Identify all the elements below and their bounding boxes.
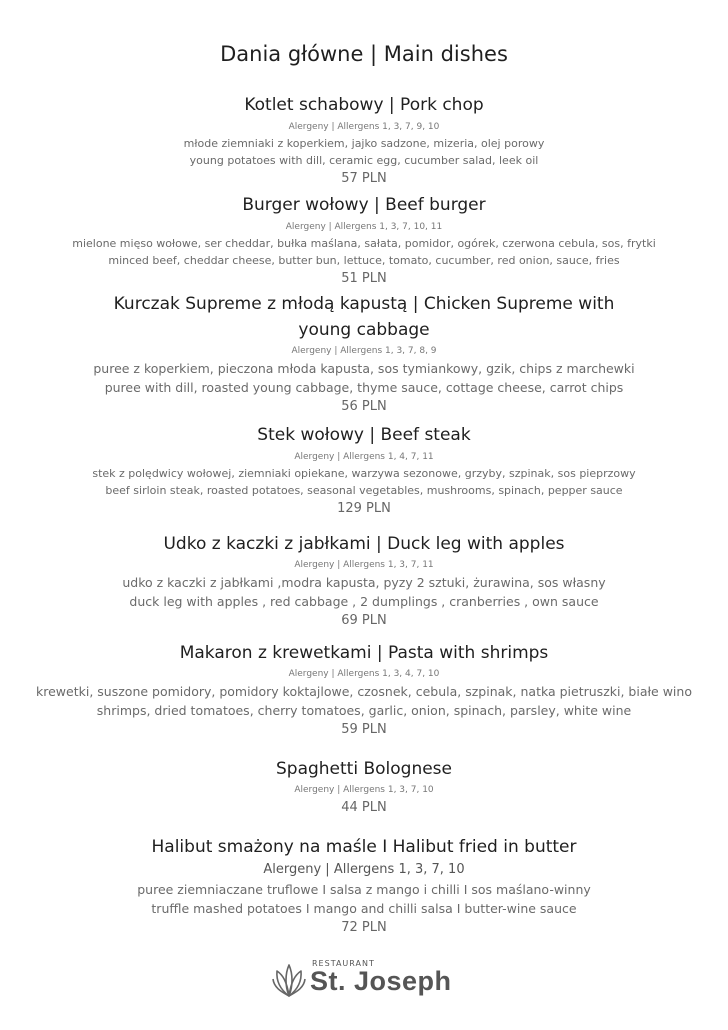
dish-allergens: Alergeny | Allergens 1, 3, 7, 11 (294, 560, 434, 570)
dish-price: 51 PLN (341, 271, 387, 286)
dish-name: Stek wołowy | Beef steak (257, 425, 471, 445)
dish-allergens: Alergeny | Allergens 1, 3, 7, 10, 11 (285, 222, 443, 232)
dish-description-en: truffle mashed potatoes I mango and chilli salsa I butter-wine sauce (151, 901, 577, 916)
dish-item (40, 92, 688, 188)
dish-description-en: puree with dill, roasted young cabbage, thyme sauce, cottage cheese, carrot chips (104, 380, 624, 395)
dish-item (40, 291, 688, 416)
dish-description-en: shrimps, dried tomatoes, cherry tomatoes, garlic, onion, spinach, parsley, white wine (96, 703, 632, 718)
dish-allergens: Alergeny | Allergens 1, 3, 4, 7, 10 (288, 669, 440, 679)
dish-description-en: minced beef, cheddar cheese, butter bun, lettuce, tomato, cucumber, red onion, sauce, fries (108, 254, 620, 267)
dish-name-line-2: young cabbage (298, 320, 430, 340)
dish-item (40, 531, 688, 630)
logo-small-text: RESTAURANT (312, 959, 375, 968)
dish-allergens: Alergeny | Allergens 1, 3, 7, 10 (294, 785, 434, 795)
dish-allergens: Alergeny | Allergens 1, 3, 7, 10 (263, 862, 465, 877)
dish-price: 72 PLN (341, 920, 387, 935)
dish-description-en: beef sirloin steak, roasted potatoes, seasonal vegetables, mushrooms, spinach, pepper sauce (105, 484, 623, 497)
dish-description-pl: stek z polędwicy wołowej, ziemniaki opiekane, warzywa sezonowe, grzyby, szpinak, sos pieprzowy (92, 467, 636, 480)
dish-description-en: duck leg with apples , red cabbage , 2 dumplings , cranberries , own sauce (129, 594, 599, 609)
dish-allergens: Alergeny | Allergens 1, 3, 7, 8, 9 (291, 346, 437, 356)
dish-price: 129 PLN (337, 501, 391, 516)
logo-name: St. Joseph (310, 966, 452, 996)
dish-name: Udko z kaczki z jabłkami | Duck leg with apples (163, 534, 565, 554)
dish-name: Makaron z krewetkami | Pasta with shrimps (179, 643, 549, 663)
dish-description-en: young potatoes with dill, ceramic egg, cucumber salad, leek oil (189, 154, 539, 167)
dish-price: 56 PLN (341, 399, 387, 414)
dish-description-pl: puree ziemniaczane truflowe I salsa z mango i chilli I sos maślano-winny (137, 882, 591, 897)
dish-name-line-1: Kurczak Supreme z młodą kapustą | Chicken Supreme with (113, 294, 615, 314)
restaurant-logo (272, 958, 462, 1004)
dish-price: 57 PLN (341, 171, 387, 186)
dish-name: Halibut smażony na maśle I Halibut fried in butter (151, 837, 577, 857)
dish-item (20, 640, 708, 739)
dish-description-pl: mielone mięso wołowe, ser cheddar, bułka maślana, sałata, pomidor, ogórek, czerwona cebula, sos, frytki (72, 237, 656, 250)
dish-price: 69 PLN (341, 613, 387, 628)
dish-price: 44 PLN (341, 800, 387, 815)
page-title: Dania główne | Main dishes (220, 42, 508, 66)
dish-item (40, 834, 688, 937)
dish-allergens: Alergeny | Allergens 1, 3, 7, 9, 10 (288, 122, 440, 132)
dish-description-pl: krewetki, suszone pomidory, pomidory koktajlowe, czosnek, cebula, szpinak, natka pietruszki, białe wino (36, 684, 692, 699)
dish-name: Spaghetti Bolognese (275, 759, 452, 779)
dish-description-pl: udko z kaczki z jabłkami ,modra kapusta, pyzy 2 sztuki, żurawina, sos własny (122, 575, 606, 590)
dish-item (40, 756, 688, 817)
dish-name: Burger wołowy | Beef burger (242, 195, 486, 215)
dish-description-pl: młode ziemniaki z koperkiem, jajko sadzone, mizeria, olej porowy (183, 137, 545, 150)
dish-description-pl: puree z koperkiem, pieczona młoda kapusta, sos tymiankowy, gzik, chips z marchewki (93, 361, 635, 376)
dish-item (40, 192, 688, 288)
dish-name: Kotlet schabowy | Pork chop (244, 95, 484, 115)
dish-allergens: Alergeny | Allergens 1, 4, 7, 11 (294, 452, 434, 462)
dish-price: 59 PLN (341, 722, 387, 737)
dish-item (40, 422, 688, 518)
leaf-logo-icon (272, 962, 306, 998)
